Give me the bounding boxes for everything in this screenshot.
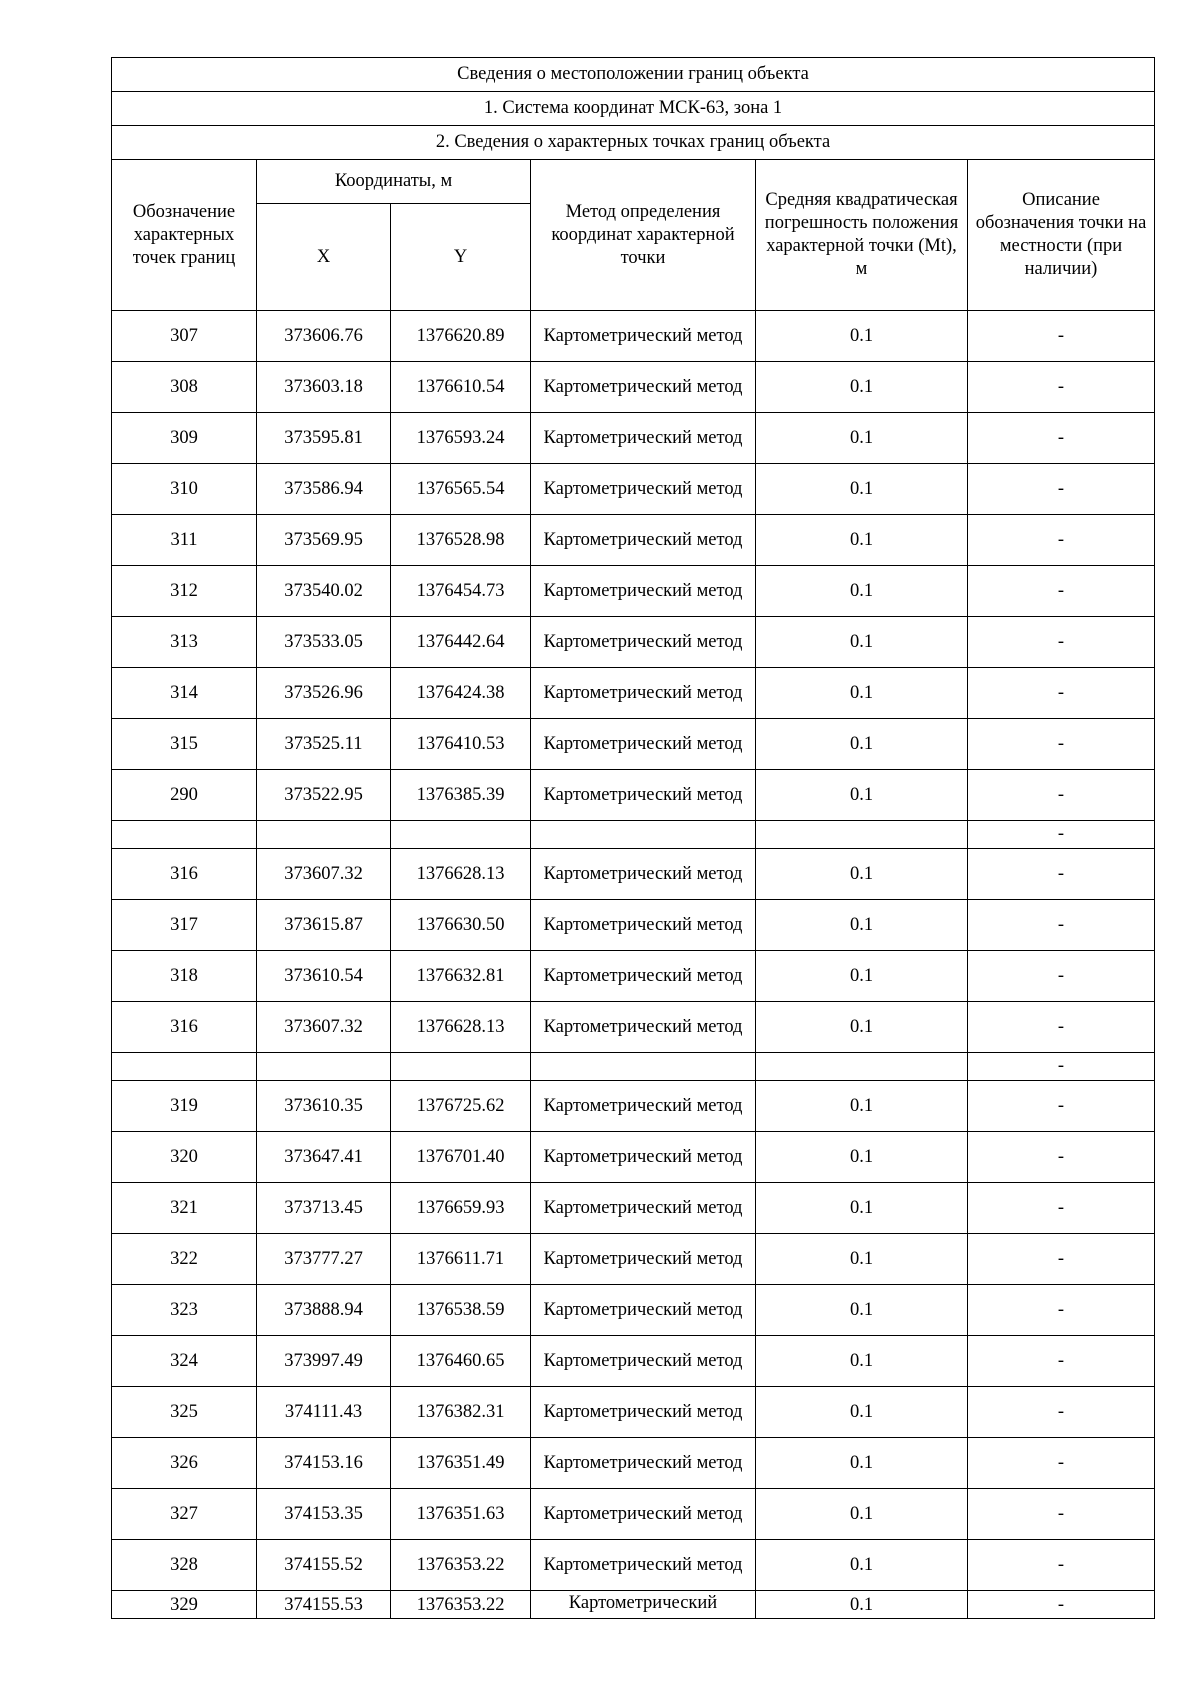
- cell-x: 373533.05: [257, 617, 391, 668]
- cell-method: Картометрический метод: [531, 1132, 756, 1183]
- table-row: [112, 668, 1155, 719]
- cell-error: [756, 821, 968, 849]
- cell-error: 0.1: [756, 1540, 968, 1591]
- table-row: [112, 849, 1155, 900]
- cell-x: 373606.76: [257, 311, 391, 362]
- header-error: Средняя квадратическая погрешность положения характерной точки (Mt), м: [756, 160, 968, 311]
- cell-description: -: [968, 1387, 1155, 1438]
- cell-y: 1376593.24: [391, 413, 531, 464]
- cell-x: 373595.81: [257, 413, 391, 464]
- cell-x: 373610.54: [257, 951, 391, 1002]
- cell-method: Картометрический метод: [531, 668, 756, 719]
- cell-error: 0.1: [756, 1336, 968, 1387]
- cell-error: 0.1: [756, 311, 968, 362]
- cell-description: -: [968, 515, 1155, 566]
- cell-description: -: [968, 770, 1155, 821]
- cell-point: 314: [112, 668, 257, 719]
- cell-method: Картометрический метод: [531, 566, 756, 617]
- cell-method: Картометрический метод: [531, 1489, 756, 1540]
- cell-y: 1376351.63: [391, 1489, 531, 1540]
- cell-y: 1376351.49: [391, 1438, 531, 1489]
- cell-point: 323: [112, 1285, 257, 1336]
- cell-method: Картометрический метод: [531, 1081, 756, 1132]
- cell-description: -: [968, 311, 1155, 362]
- cell-description: -: [968, 1489, 1155, 1540]
- cell-y: 1376454.73: [391, 566, 531, 617]
- cell-x: 373607.32: [257, 849, 391, 900]
- cell-x: 373607.32: [257, 1002, 391, 1053]
- cell-y: 1376442.64: [391, 617, 531, 668]
- cell-point: 317: [112, 900, 257, 951]
- cell-point: 312: [112, 566, 257, 617]
- table-row-separator: [112, 821, 1155, 849]
- cell-method: Картометрический метод: [531, 617, 756, 668]
- cell-error: 0.1: [756, 849, 968, 900]
- cell-x: 373888.94: [257, 1285, 391, 1336]
- cell-method: [531, 821, 756, 849]
- table-row: [112, 1132, 1155, 1183]
- table-row: [112, 311, 1155, 362]
- header-y: Y: [391, 204, 531, 311]
- cell-method: Картометрический метод: [531, 1234, 756, 1285]
- cell-description: -: [968, 413, 1155, 464]
- cell-point: 290: [112, 770, 257, 821]
- cell-point: 309: [112, 413, 257, 464]
- cell-y: 1376632.81: [391, 951, 531, 1002]
- cell-error: 0.1: [756, 951, 968, 1002]
- cell-y: [391, 821, 531, 849]
- table-row: [112, 1234, 1155, 1285]
- cell-description: -: [968, 900, 1155, 951]
- document-title: Сведения о местоположении границ объекта: [112, 58, 1155, 92]
- header-description: Описание обозначения точки на местности (при наличии): [968, 160, 1155, 311]
- boundary-points-table: [111, 57, 1155, 1619]
- cell-method: [531, 1053, 756, 1081]
- header-coordinates: Координаты, м: [257, 160, 531, 204]
- cell-description: -: [968, 1438, 1155, 1489]
- cell-y: 1376353.22: [391, 1540, 531, 1591]
- cell-description: -: [968, 1132, 1155, 1183]
- cell-point: [112, 1053, 257, 1081]
- cell-description: -: [968, 1591, 1155, 1619]
- table-row: [112, 1081, 1155, 1132]
- table-row: [112, 566, 1155, 617]
- cell-method: Картометрический метод: [531, 1002, 756, 1053]
- table-row: [112, 464, 1155, 515]
- cell-y: 1376424.38: [391, 668, 531, 719]
- cell-method: Картометрический метод: [531, 362, 756, 413]
- cell-method: Картометрический: [531, 1591, 756, 1619]
- cell-point: 325: [112, 1387, 257, 1438]
- table-row: [112, 1489, 1155, 1540]
- table-row: [112, 1183, 1155, 1234]
- cell-y: 1376701.40: [391, 1132, 531, 1183]
- table-row: [112, 362, 1155, 413]
- cell-error: 0.1: [756, 1002, 968, 1053]
- cell-method: Картометрический метод: [531, 900, 756, 951]
- cell-error: 0.1: [756, 1183, 968, 1234]
- cell-y: 1376659.93: [391, 1183, 531, 1234]
- cell-x: 374153.16: [257, 1438, 391, 1489]
- cell-method: Картометрический метод: [531, 1438, 756, 1489]
- cell-error: 0.1: [756, 413, 968, 464]
- cell-method: Картометрический метод: [531, 849, 756, 900]
- cell-method: Картометрический метод: [531, 413, 756, 464]
- cell-point: 311: [112, 515, 257, 566]
- cell-y: 1376725.62: [391, 1081, 531, 1132]
- cell-x: 373713.45: [257, 1183, 391, 1234]
- cell-error: 0.1: [756, 1285, 968, 1336]
- cell-error: 0.1: [756, 515, 968, 566]
- cell-y: 1376620.89: [391, 311, 531, 362]
- cell-method: Картометрический метод: [531, 770, 756, 821]
- cell-error: 0.1: [756, 464, 968, 515]
- cell-method: Картометрический метод: [531, 515, 756, 566]
- cell-point: 319: [112, 1081, 257, 1132]
- cell-description: -: [968, 617, 1155, 668]
- cell-y: 1376538.59: [391, 1285, 531, 1336]
- cell-x: 373603.18: [257, 362, 391, 413]
- cell-method: Картометрический метод: [531, 1183, 756, 1234]
- cell-point: 320: [112, 1132, 257, 1183]
- header-point: Обозначение характерных точек границ: [112, 160, 257, 311]
- cell-point: 316: [112, 1002, 257, 1053]
- table-row: [112, 770, 1155, 821]
- cell-description: -: [968, 1081, 1155, 1132]
- cell-x: [257, 821, 391, 849]
- cell-description: -: [968, 719, 1155, 770]
- table-row: [112, 515, 1155, 566]
- cell-point: 322: [112, 1234, 257, 1285]
- cell-x: 374155.53: [257, 1591, 391, 1619]
- cell-point: 327: [112, 1489, 257, 1540]
- cell-point: 324: [112, 1336, 257, 1387]
- cell-point: 326: [112, 1438, 257, 1489]
- cell-error: 0.1: [756, 1438, 968, 1489]
- cell-x: 373997.49: [257, 1336, 391, 1387]
- cell-point: 328: [112, 1540, 257, 1591]
- table-row: [112, 951, 1155, 1002]
- cell-method: Картометрический метод: [531, 1285, 756, 1336]
- cell-x: 373610.35: [257, 1081, 391, 1132]
- table-row: [112, 617, 1155, 668]
- cell-description: -: [968, 1540, 1155, 1591]
- cell-point: 329: [112, 1591, 257, 1619]
- cell-method: Картометрический метод: [531, 951, 756, 1002]
- section-title: 2. Сведения о характерных точках границ объекта: [112, 126, 1155, 160]
- cell-error: 0.1: [756, 617, 968, 668]
- table-row: [112, 1438, 1155, 1489]
- cell-description: -: [968, 1002, 1155, 1053]
- cell-y: 1376382.31: [391, 1387, 531, 1438]
- cell-x: 373647.41: [257, 1132, 391, 1183]
- cell-error: 0.1: [756, 566, 968, 617]
- table-row: [112, 1387, 1155, 1438]
- cell-y: 1376353.22: [391, 1591, 531, 1619]
- cell-error: 0.1: [756, 719, 968, 770]
- cell-point: 307: [112, 311, 257, 362]
- cell-y: 1376385.39: [391, 770, 531, 821]
- cell-description: -: [968, 362, 1155, 413]
- cell-x: 374155.52: [257, 1540, 391, 1591]
- cell-error: 0.1: [756, 1234, 968, 1285]
- cell-error: [756, 1053, 968, 1081]
- cell-method: Картометрический метод: [531, 464, 756, 515]
- table-row: [112, 1336, 1155, 1387]
- cell-error: 0.1: [756, 362, 968, 413]
- cell-x: 373522.95: [257, 770, 391, 821]
- cell-method: Картометрический метод: [531, 311, 756, 362]
- table-row: [112, 413, 1155, 464]
- cell-y: 1376610.54: [391, 362, 531, 413]
- cell-x: 373526.96: [257, 668, 391, 719]
- cell-x: 373525.11: [257, 719, 391, 770]
- cell-description: -: [968, 1285, 1155, 1336]
- table-row: [112, 1591, 1155, 1619]
- coordinate-system: 1. Система координат МСК-63, зона 1: [112, 92, 1155, 126]
- cell-method: Картометрический метод: [531, 1540, 756, 1591]
- cell-y: 1376410.53: [391, 719, 531, 770]
- cell-y: 1376528.98: [391, 515, 531, 566]
- cell-description: -: [968, 668, 1155, 719]
- cell-y: 1376565.54: [391, 464, 531, 515]
- cell-x: [257, 1053, 391, 1081]
- cell-x: 373586.94: [257, 464, 391, 515]
- cell-x: 374153.35: [257, 1489, 391, 1540]
- cell-error: 0.1: [756, 1591, 968, 1619]
- cell-error: 0.1: [756, 1489, 968, 1540]
- cell-method: Картометрический метод: [531, 719, 756, 770]
- cell-x: 373569.95: [257, 515, 391, 566]
- table-row-separator: [112, 1053, 1155, 1081]
- table-row: [112, 1002, 1155, 1053]
- cell-point: 313: [112, 617, 257, 668]
- cell-description: -: [968, 464, 1155, 515]
- table-row: [112, 1285, 1155, 1336]
- cell-description: -: [968, 1183, 1155, 1234]
- cell-description: -: [968, 1336, 1155, 1387]
- cell-method: Картометрический метод: [531, 1336, 756, 1387]
- table-row: [112, 900, 1155, 951]
- cell-description: -: [968, 1053, 1155, 1081]
- cell-error: 0.1: [756, 900, 968, 951]
- cell-description: -: [968, 566, 1155, 617]
- cell-description: -: [968, 849, 1155, 900]
- cell-error: 0.1: [756, 668, 968, 719]
- header-x: X: [257, 204, 391, 311]
- cell-point: 310: [112, 464, 257, 515]
- cell-point: 308: [112, 362, 257, 413]
- cell-y: [391, 1053, 531, 1081]
- header-method: Метод определения координат характерной точки: [531, 160, 756, 311]
- table-row: [112, 719, 1155, 770]
- cell-point: 321: [112, 1183, 257, 1234]
- cell-description: -: [968, 1234, 1155, 1285]
- cell-error: 0.1: [756, 1081, 968, 1132]
- cell-error: 0.1: [756, 1132, 968, 1183]
- cell-x: 373540.02: [257, 566, 391, 617]
- cell-y: 1376611.71: [391, 1234, 531, 1285]
- cell-x: 373777.27: [257, 1234, 391, 1285]
- cell-point: [112, 821, 257, 849]
- cell-point: 315: [112, 719, 257, 770]
- cell-error: 0.1: [756, 1387, 968, 1438]
- cell-description: -: [968, 951, 1155, 1002]
- cell-x: 373615.87: [257, 900, 391, 951]
- cell-method: Картометрический метод: [531, 1387, 756, 1438]
- cell-x: 374111.43: [257, 1387, 391, 1438]
- cell-point: 316: [112, 849, 257, 900]
- table-row: [112, 1540, 1155, 1591]
- cell-description: -: [968, 821, 1155, 849]
- cell-y: 1376460.65: [391, 1336, 531, 1387]
- cell-error: 0.1: [756, 770, 968, 821]
- cell-y: 1376628.13: [391, 849, 531, 900]
- cell-y: 1376628.13: [391, 1002, 531, 1053]
- cell-y: 1376630.50: [391, 900, 531, 951]
- cell-point: 318: [112, 951, 257, 1002]
